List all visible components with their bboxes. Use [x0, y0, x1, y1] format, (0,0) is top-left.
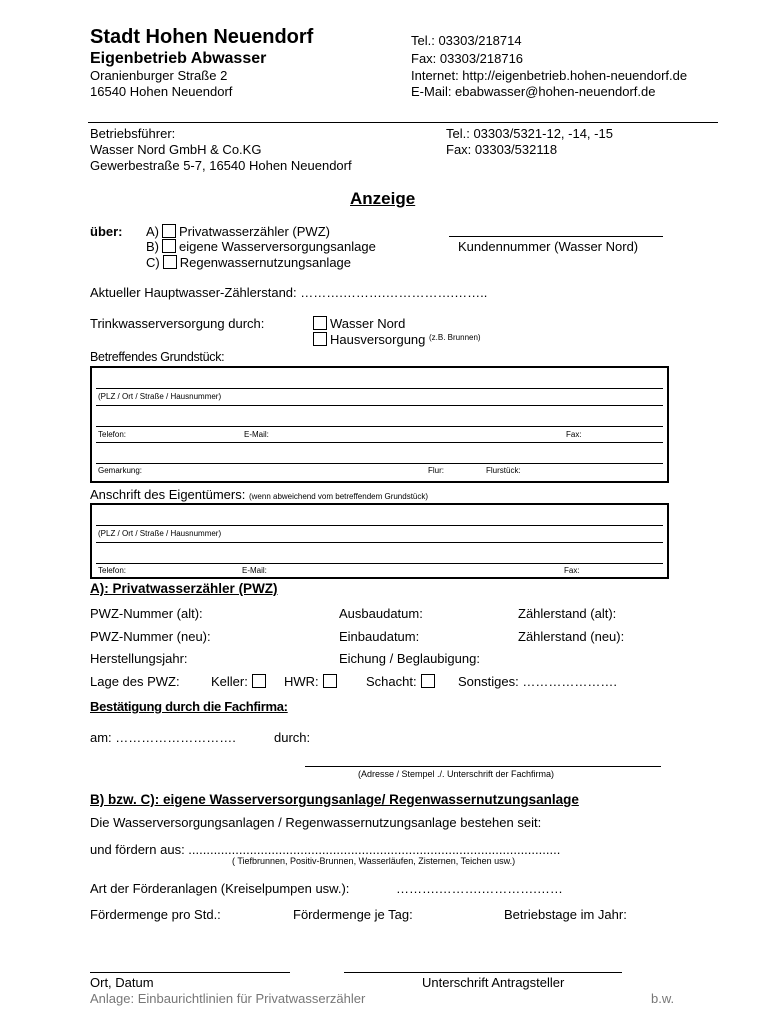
- place-date-label: Ort, Datum: [90, 975, 154, 990]
- property-phone-label: Telefon:: [98, 430, 127, 439]
- keller-checkbox[interactable]: [252, 674, 266, 688]
- operator-label: Betriebsführer:: [90, 126, 176, 141]
- source-label: und fördern aus: .......................................................................................................: [90, 842, 561, 857]
- option-c: [146, 255, 351, 270]
- since-label: Die Wasserversorgungsanlagen / Regenwassernutzungsanlage bestehen seit:: [90, 815, 542, 830]
- supply-opt1: [310, 316, 405, 331]
- flur-label: Flur:: [428, 466, 444, 475]
- pwz-new-label: PWZ-Nummer (neu):: [90, 629, 211, 644]
- property-address-line[interactable]: [96, 388, 663, 389]
- supply-label: Trinkwasserversorgung durch:: [90, 316, 265, 331]
- supply-opt2-note: (z.B. Brunnen): [429, 333, 481, 342]
- owner-label: [90, 487, 428, 502]
- keller-label: Keller:: [211, 674, 248, 689]
- option-a-prefix: A): [146, 224, 159, 239]
- header-tel: Tel.: 03303/218714: [411, 33, 522, 48]
- option-a-label: Privatwasserzähler (PWZ): [179, 224, 330, 239]
- stamp-line[interactable]: [305, 766, 661, 767]
- calibration-label: Eichung / Beglaubigung:: [339, 651, 480, 666]
- flurstueck-label: Flurstück:: [486, 466, 521, 475]
- removal-date-label: Ausbaudatum:: [339, 606, 423, 621]
- owner-email-label: E-Mail:: [242, 566, 267, 575]
- meter-reading: Aktueller Hauptwasser-Zählerstand: ……….……….…………….……..: [90, 285, 488, 300]
- header-fax: Fax: 03303/218716: [411, 51, 524, 66]
- option-b-checkbox[interactable]: [162, 239, 176, 253]
- hwr-label: HWR:: [284, 674, 319, 689]
- stamp-label: (Adresse / Stempel ./. Unterschrift der Fachfirma): [358, 769, 555, 779]
- header-internet: Internet: http://eigenbetrieb.hohen-neuendorf.de: [411, 68, 688, 83]
- supply-opt2: [310, 332, 481, 347]
- header-email: E-Mail: ebabwasser@hohen-neuendorf.de: [411, 84, 656, 99]
- confirm-title: Bestätigung durch die Fachfirma:: [90, 699, 288, 714]
- company-name: Eigenbetrieb Abwasser: [90, 50, 267, 67]
- option-b-prefix: B): [146, 239, 159, 254]
- hwr-option: [284, 674, 340, 689]
- property-label: Betreffendes Grundstück:: [90, 350, 225, 364]
- per-day-label: Fördermenge je Tag:: [293, 907, 413, 922]
- option-a-checkbox[interactable]: [162, 224, 176, 238]
- option-a: [146, 224, 330, 239]
- reading-old-label: Zählerstand (alt):: [518, 606, 617, 621]
- ueber-label: über:: [90, 224, 123, 239]
- owner-label-text: Anschrift des Eigentümers:: [90, 487, 246, 502]
- source-note: ( Tiefbrunnen, Positiv-Brunnen, Wasserläufen, Zisternen, Teichen usw.): [232, 856, 516, 866]
- section-a-title: A): Privatwasserzähler (PWZ): [90, 581, 278, 596]
- street: Oranienburger Straße 2: [90, 68, 228, 83]
- property-box: [90, 366, 669, 483]
- per-hour-label: Fördermenge pro Std.:: [90, 907, 221, 922]
- confirm-by: durch:: [274, 730, 311, 745]
- supply-opt2-label: Hausversorgung: [330, 332, 426, 347]
- attachment-note: Anlage: Einbaurichtlinien für Privatwasserzähler: [90, 991, 366, 1006]
- signature-line[interactable]: [344, 972, 622, 973]
- place-date-line[interactable]: [90, 972, 290, 973]
- sonstiges-label: Sonstiges: ………………….: [458, 674, 617, 689]
- operator-address: Gewerbestraße 5-7, 16540 Hohen Neuendorf: [90, 158, 352, 173]
- operating-days-label: Betriebstage im Jahr:: [504, 907, 627, 922]
- hwr-checkbox[interactable]: [323, 674, 337, 688]
- option-b-label: eigene Wasserversorgungsanlage: [179, 239, 376, 254]
- install-date-label: Einbaudatum:: [339, 629, 420, 644]
- page-title: Anzeige: [350, 189, 416, 208]
- customer-number-line[interactable]: [449, 236, 663, 237]
- wasser-nord-checkbox[interactable]: [313, 316, 327, 330]
- confirm-date: am: ……………………….: [90, 730, 236, 745]
- property-address-label: (PLZ / Ort / Straße / Hausnummer): [98, 392, 222, 401]
- manufacture-year-label: Herstellungsjahr:: [90, 651, 188, 666]
- owner-contact-line[interactable]: [96, 563, 663, 564]
- owner-phone-label: Telefon:: [98, 566, 127, 575]
- owner-box: [90, 503, 669, 579]
- operator-fax: Fax: 03303/532118: [446, 142, 558, 157]
- schacht-checkbox[interactable]: [421, 674, 435, 688]
- customer-number-label: Kundennummer (Wasser Nord): [458, 239, 639, 254]
- owner-note: (wenn abweichend vom betreffendem Grundstück): [248, 492, 429, 501]
- owner-address-line[interactable]: [96, 525, 663, 526]
- owner-fax-label: Fax:: [564, 566, 580, 575]
- header-divider: [88, 122, 718, 123]
- gemarkung-label: Gemarkung:: [98, 466, 143, 475]
- section-bc-title: B) bzw. C): eigene Wasserversorgungsanlage/ Regenwassernutzungsanlage: [90, 792, 579, 807]
- option-c-checkbox[interactable]: [163, 255, 177, 269]
- reading-new-label: Zählerstand (neu):: [518, 629, 625, 644]
- city-name: Stadt Hohen Neuendorf: [90, 26, 314, 48]
- property-contact-line[interactable]: [96, 426, 663, 427]
- keller-option: [211, 674, 269, 689]
- option-b: [146, 239, 376, 254]
- schacht-option: [366, 674, 438, 689]
- pwz-old-label: PWZ-Nummer (alt):: [90, 606, 203, 621]
- operator-name: Wasser Nord GmbH & Co.KG: [90, 142, 262, 157]
- owner-address-label: (PLZ / Ort / Straße / Hausnummer): [98, 529, 222, 538]
- schacht-label: Schacht:: [366, 674, 417, 689]
- pump-type-label: Art der Förderanlagen (Kreiselpumpen usw.):: [90, 881, 350, 896]
- pump-type-dots: ……….……….………….……: [396, 881, 563, 896]
- property-cadastre-line[interactable]: [96, 463, 663, 464]
- hausversorgung-checkbox[interactable]: [313, 332, 327, 346]
- signature-label: Unterschrift Antragsteller: [422, 975, 565, 990]
- operator-tel: Tel.: 03303/5321-12, -14, -15: [446, 126, 613, 141]
- supply-opt1-label: Wasser Nord: [330, 316, 406, 331]
- location-label: Lage des PWZ:: [90, 674, 180, 689]
- option-c-label: Regenwassernutzungsanlage: [179, 255, 352, 270]
- option-c-prefix: C): [146, 255, 160, 270]
- zip-city: 16540 Hohen Neuendorf: [90, 84, 233, 99]
- property-fax-label: Fax:: [566, 430, 582, 439]
- property-email-label: E-Mail:: [244, 430, 269, 439]
- turn-over-note: b.w.: [651, 991, 675, 1006]
